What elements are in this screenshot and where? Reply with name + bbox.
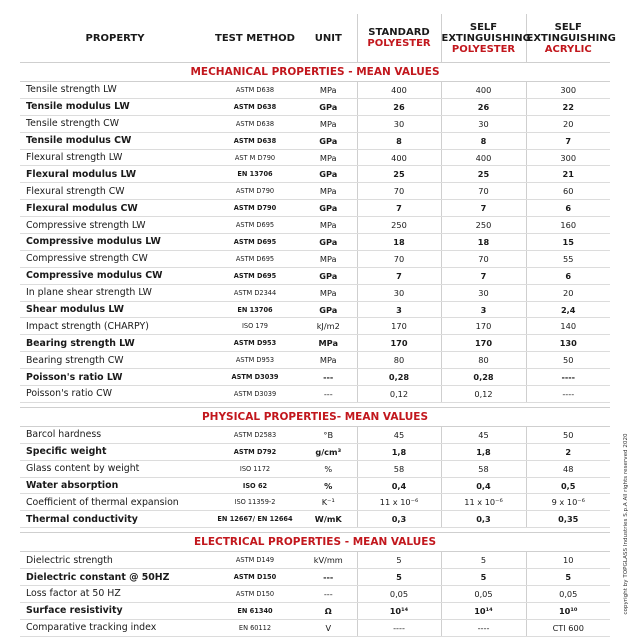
se-acrylic-value: 0,35 (526, 511, 610, 528)
section-heading-row (20, 63, 610, 82)
se-acrylic-value: 9 x 10⁻⁶ (526, 494, 610, 511)
property-cell: Shear modulus LW (20, 301, 210, 318)
table-row (20, 284, 610, 301)
unit-cell: GPa (300, 132, 357, 149)
header-acrylic-label: ACRYLIC (544, 43, 592, 55)
test-method-cell: EN 60112 (210, 619, 300, 636)
property-cell: Poisson's ratio CW (20, 386, 210, 403)
header-self-extinguishing-polyester (441, 14, 531, 63)
se-acrylic-value: 60 (526, 183, 610, 200)
test-method-cell: ISO 1172 (210, 460, 300, 477)
unit-cell: MPa (300, 149, 357, 166)
property-cell: Dielectric constant @ 50HZ (20, 569, 210, 586)
se-polyester-value: 0,3 (441, 511, 526, 528)
se-acrylic-value: 20 (526, 284, 610, 301)
property-cell: Flexural strength LW (20, 149, 210, 166)
se-acrylic-value: 15 (526, 234, 610, 251)
standard-polyester-value: 11 x 10⁻⁶ (357, 494, 441, 511)
se-acrylic-value: 21 (526, 166, 610, 183)
table-row (20, 494, 610, 511)
copyright-text: copyright by TOPGLASS Industries S.p.A All rights reserved 2020 (623, 433, 629, 615)
unit-cell: % (300, 460, 357, 477)
test-method-cell: ASTM D150 (210, 586, 300, 603)
header-polyester-label: POLYESTER (451, 43, 516, 55)
table-row (20, 460, 610, 477)
se-acrylic-value: 300 (526, 82, 610, 99)
unit-cell: MPa (300, 335, 357, 352)
unit-cell: MPa (300, 284, 357, 301)
section-title: ELECTRICAL PROPERTIES - MEAN VALUES (20, 533, 610, 552)
se-polyester-value: 400 (441, 82, 526, 99)
se-polyester-value: 0,4 (441, 477, 526, 494)
se-polyester-value: 0,12 (441, 386, 526, 403)
unit-cell: MPa (300, 82, 357, 99)
property-cell: Poisson's ratio LW (20, 369, 210, 386)
standard-polyester-value: 70 (357, 183, 441, 200)
se-acrylic-value: 50 (526, 426, 610, 443)
header-unit: UNIT (300, 14, 357, 63)
table-row (20, 335, 610, 352)
property-cell: Barcol hardness (20, 426, 210, 443)
properties-table (20, 14, 616, 637)
test-method-cell: ASTM D695 (210, 217, 300, 234)
unit-cell: Ω (300, 602, 357, 619)
se-acrylic-value: 300 (526, 149, 610, 166)
se-polyester-value: 10¹⁴ (441, 602, 526, 619)
se-polyester-value: 58 (441, 460, 526, 477)
header-polyester-label: POLYESTER (367, 38, 431, 49)
unit-cell: g/cm³ (300, 443, 357, 460)
property-cell: Bearing strength LW (20, 335, 210, 352)
se-polyester-value: 3 (441, 301, 526, 318)
se-acrylic-value: 55 (526, 250, 610, 267)
standard-polyester-value: 8 (357, 132, 441, 149)
test-method-cell: AST M D790 (210, 149, 300, 166)
section-title: PHYSICAL PROPERTIES- MEAN VALUES (20, 407, 610, 426)
table-row (20, 619, 610, 636)
test-method-cell: ASTM D638 (210, 115, 300, 132)
test-method-cell: ASTM D790 (210, 183, 300, 200)
header-self-extinguishing-acrylic (526, 14, 616, 63)
property-cell: Comparative tracking index (20, 619, 210, 636)
se-acrylic-value: 10¹⁰ (526, 602, 610, 619)
standard-polyester-value: 10¹⁴ (357, 602, 441, 619)
se-acrylic-value: 6 (526, 267, 610, 284)
test-method-cell: EN 61340 (210, 602, 300, 619)
standard-polyester-value: 18 (357, 234, 441, 251)
property-cell: Glass content by weight (20, 460, 210, 477)
se-acrylic-value: 10 (526, 552, 610, 569)
header-extinguishing-label: EXTINGUISHING (526, 32, 616, 44)
unit-cell: GPa (300, 98, 357, 115)
properties-body (20, 63, 610, 637)
property-cell: Thermal conductivity (20, 511, 210, 528)
standard-polyester-value: 70 (357, 250, 441, 267)
test-method-cell: ISO 179 (210, 318, 300, 335)
unit-cell: kJ/m2 (300, 318, 357, 335)
property-cell: Tensile strength CW (20, 115, 210, 132)
unit-cell: GPa (300, 301, 357, 318)
standard-polyester-value: ---- (357, 619, 441, 636)
se-acrylic-value: 50 (526, 352, 610, 369)
table-row (20, 166, 610, 183)
table-row (20, 426, 610, 443)
property-cell: Tensile modulus CW (20, 132, 210, 149)
se-acrylic-value: 22 (526, 98, 610, 115)
test-method-cell: ISO 11359-2 (210, 494, 300, 511)
table-row (20, 115, 610, 132)
property-cell: Flexural strength CW (20, 183, 210, 200)
unit-cell: GPa (300, 267, 357, 284)
se-acrylic-value: ---- (526, 386, 610, 403)
se-polyester-value: 7 (441, 267, 526, 284)
test-method-cell: ASTM D695 (210, 234, 300, 251)
standard-polyester-value: 25 (357, 166, 441, 183)
table-row (20, 200, 610, 217)
table-row (20, 586, 610, 603)
property-cell: In plane shear strength LW (20, 284, 210, 301)
table-row (20, 477, 610, 494)
test-method-cell: ASTM D695 (210, 267, 300, 284)
standard-polyester-value: 45 (357, 426, 441, 443)
property-cell: Tensile strength LW (20, 82, 210, 99)
property-cell: Compressive strength CW (20, 250, 210, 267)
standard-polyester-value: 400 (357, 82, 441, 99)
table-row (20, 569, 610, 586)
table-row (20, 301, 610, 318)
header-self-label: SELF (469, 21, 498, 33)
property-cell: Tensile modulus LW (20, 98, 210, 115)
property-cell: Flexural modulus CW (20, 200, 210, 217)
table-row (20, 443, 610, 460)
unit-cell: W/mK (300, 511, 357, 528)
test-method-cell: ASTM D2344 (210, 284, 300, 301)
table-row (20, 369, 610, 386)
se-polyester-value: 70 (441, 183, 526, 200)
unit-cell: K⁻¹ (300, 494, 357, 511)
standard-polyester-value: 5 (357, 552, 441, 569)
table-row (20, 250, 610, 267)
se-polyester-value: 170 (441, 335, 526, 352)
standard-polyester-value: 80 (357, 352, 441, 369)
se-polyester-value: ---- (441, 619, 526, 636)
standard-polyester-value: 0,05 (357, 586, 441, 603)
se-polyester-value: 26 (441, 98, 526, 115)
test-method-cell: ASTM D3039 (210, 369, 300, 386)
test-method-cell: ASTM D638 (210, 132, 300, 149)
standard-polyester-value: 250 (357, 217, 441, 234)
table-row (20, 217, 610, 234)
property-cell: Coefficient of thermal expansion (20, 494, 210, 511)
header-extinguishing-label: EXTINGUISHING (441, 32, 531, 44)
unit-cell: --- (300, 569, 357, 586)
unit-cell: °B (300, 426, 357, 443)
se-polyester-value: 0,28 (441, 369, 526, 386)
section-heading-row (20, 533, 610, 552)
table-row (20, 267, 610, 284)
table-row (20, 318, 610, 335)
se-acrylic-value: 5 (526, 569, 610, 586)
se-acrylic-value: 160 (526, 217, 610, 234)
se-acrylic-value: 20 (526, 115, 610, 132)
property-cell: Compressive strength LW (20, 217, 210, 234)
section-heading-row (20, 407, 610, 426)
property-cell: Dielectric strength (20, 552, 210, 569)
unit-cell: V (300, 619, 357, 636)
standard-polyester-value: 30 (357, 284, 441, 301)
property-cell: Water absorption (20, 477, 210, 494)
table-row (20, 82, 610, 99)
table-row (20, 234, 610, 251)
test-method-cell: ASTM D2583 (210, 426, 300, 443)
test-method-cell: EN 13706 (210, 166, 300, 183)
header-standard-label: STANDARD (368, 27, 430, 38)
table-row (20, 552, 610, 569)
standard-polyester-value: 26 (357, 98, 441, 115)
unit-cell: MPa (300, 183, 357, 200)
test-method-cell: ASTM D953 (210, 335, 300, 352)
se-polyester-value: 5 (441, 569, 526, 586)
standard-polyester-value: 170 (357, 335, 441, 352)
standard-polyester-value: 3 (357, 301, 441, 318)
unit-cell: kV/mm (300, 552, 357, 569)
se-polyester-value: 8 (441, 132, 526, 149)
property-cell: Bearing strength CW (20, 352, 210, 369)
test-method-cell: ISO 62 (210, 477, 300, 494)
se-polyester-value: 170 (441, 318, 526, 335)
unit-cell: --- (300, 586, 357, 603)
property-cell: Compressive modulus LW (20, 234, 210, 251)
header-standard-polyester (357, 14, 441, 63)
standard-polyester-value: 30 (357, 115, 441, 132)
se-polyester-value: 400 (441, 149, 526, 166)
table-row (20, 602, 610, 619)
se-polyester-value: 70 (441, 250, 526, 267)
se-polyester-value: 7 (441, 200, 526, 217)
table-row (20, 386, 610, 403)
standard-polyester-value: 5 (357, 569, 441, 586)
se-polyester-value: 30 (441, 115, 526, 132)
test-method-cell: EN 13706 (210, 301, 300, 318)
table-row (20, 511, 610, 528)
table-row (20, 352, 610, 369)
test-method-cell: ASTM D3039 (210, 386, 300, 403)
se-acrylic-value: 48 (526, 460, 610, 477)
standard-polyester-value: 400 (357, 149, 441, 166)
se-acrylic-value: 2,4 (526, 301, 610, 318)
se-acrylic-value: CTI 600 (526, 619, 610, 636)
se-polyester-value: 0,05 (441, 586, 526, 603)
unit-cell: MPa (300, 217, 357, 234)
unit-cell: GPa (300, 200, 357, 217)
unit-cell: GPa (300, 166, 357, 183)
se-polyester-value: 11 x 10⁻⁶ (441, 494, 526, 511)
property-cell: Loss factor at 50 HZ (20, 586, 210, 603)
se-polyester-value: 45 (441, 426, 526, 443)
se-polyester-value: 5 (441, 552, 526, 569)
standard-polyester-value: 0,3 (357, 511, 441, 528)
se-polyester-value: 1,8 (441, 443, 526, 460)
se-polyester-value: 80 (441, 352, 526, 369)
unit-cell: GPa (300, 234, 357, 251)
se-polyester-value: 30 (441, 284, 526, 301)
se-acrylic-value: 0,5 (526, 477, 610, 494)
test-method-cell: ASTM D790 (210, 200, 300, 217)
standard-polyester-value: 170 (357, 318, 441, 335)
section-title: MECHANICAL PROPERTIES - MEAN VALUES (20, 63, 610, 82)
standard-polyester-value: 0,12 (357, 386, 441, 403)
unit-cell: MPa (300, 352, 357, 369)
se-acrylic-value: 0,05 (526, 586, 610, 603)
se-acrylic-value: 2 (526, 443, 610, 460)
test-method-cell: ASTM D150 (210, 569, 300, 586)
property-cell: Impact strength (CHARPY) (20, 318, 210, 335)
test-method-cell: ASTM D638 (210, 98, 300, 115)
standard-polyester-value: 58 (357, 460, 441, 477)
se-polyester-value: 25 (441, 166, 526, 183)
unit-cell: --- (300, 369, 357, 386)
property-cell: Compressive modulus CW (20, 267, 210, 284)
unit-cell: MPa (300, 115, 357, 132)
test-method-cell: ASTM D695 (210, 250, 300, 267)
se-acrylic-value: ---- (526, 369, 610, 386)
se-acrylic-value: 7 (526, 132, 610, 149)
se-acrylic-value: 6 (526, 200, 610, 217)
test-method-cell: ASTM D792 (210, 443, 300, 460)
header-property: PROPERTY (20, 14, 210, 63)
table-row (20, 183, 610, 200)
se-polyester-value: 250 (441, 217, 526, 234)
test-method-cell: ASTM D149 (210, 552, 300, 569)
standard-polyester-value: 7 (357, 267, 441, 284)
copyright-notice (621, 433, 631, 615)
property-cell: Specific weight (20, 443, 210, 460)
table-row (20, 98, 610, 115)
property-cell: Surface resistivity (20, 602, 210, 619)
se-polyester-value: 18 (441, 234, 526, 251)
table-row (20, 132, 610, 149)
se-acrylic-value: 130 (526, 335, 610, 352)
header-self-label: SELF (554, 21, 582, 33)
property-cell: Flexural modulus LW (20, 166, 210, 183)
unit-cell: % (300, 477, 357, 494)
standard-polyester-value: 1,8 (357, 443, 441, 460)
se-acrylic-value: 140 (526, 318, 610, 335)
unit-cell: MPa (300, 250, 357, 267)
standard-polyester-value: 0,4 (357, 477, 441, 494)
test-method-cell: EN 12667/ EN 12664 (210, 511, 300, 528)
test-method-cell: ASTM D638 (210, 82, 300, 99)
table-row (20, 149, 610, 166)
header-test-method: TEST METHOD (210, 14, 300, 63)
standard-polyester-value: 7 (357, 200, 441, 217)
table-header-row (20, 14, 610, 63)
test-method-cell: ASTM D953 (210, 352, 300, 369)
properties-sheet (20, 14, 616, 637)
unit-cell: --- (300, 386, 357, 403)
standard-polyester-value: 0,28 (357, 369, 441, 386)
